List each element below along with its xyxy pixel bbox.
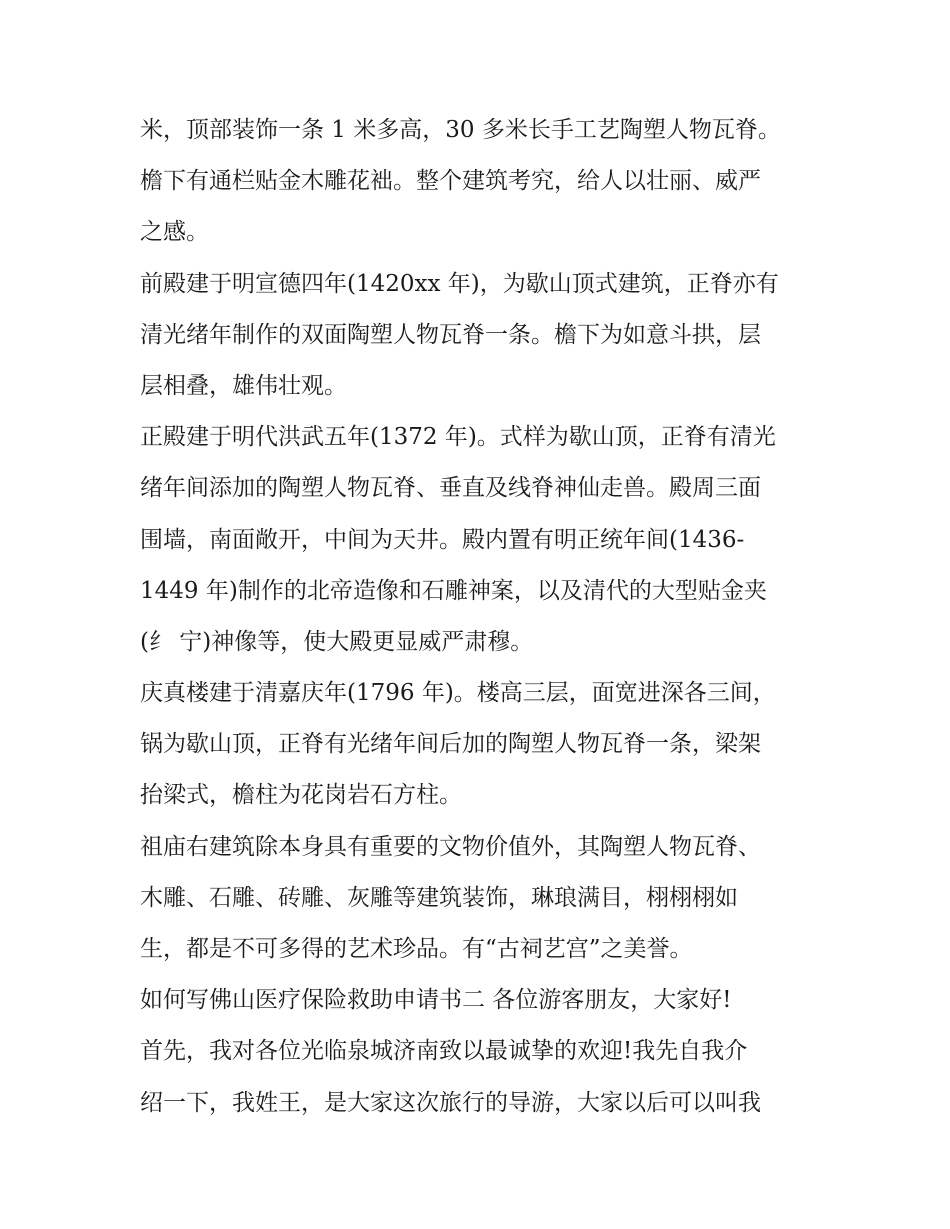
text-line: 木雕、石雕、砖雕、灰雕等建筑装饰，琳琅满目，栩栩栩如 (140, 884, 738, 911)
text-line: 绪年间添加的陶塑人物瓦脊、垂直及线脊神仙走兽。殿周三面 (140, 475, 761, 502)
text-line: 生，都是不可多得的艺术珍品。有“古祠艺宫”之美誉。 (140, 936, 693, 962)
document-body (140, 105, 820, 1129)
text-line: 之感。 (140, 219, 209, 246)
text-line: 抬梁式，檐柱为花岗岩石方柱。 (140, 782, 462, 809)
text-line: 米，顶部装饰一条 1 米多高，30 多米长手工艺陶塑人物瓦脊。 (140, 117, 781, 143)
text-line: 前殿建于明宣德四年(1420xx 年)，为歇山顶式建筑，正脊亦有 (140, 270, 779, 297)
text-line: (纟 宁)神像等，使大殿更显威严肃穆。 (140, 628, 534, 655)
text-line: 绍一下，我姓王，是大家这次旅行的导游，大家以后可以叫我 (140, 1089, 761, 1116)
text-line: 正殿建于明代洪武五年(1372 年)。式样为歇山顶，正脊有清光 (140, 424, 776, 451)
text-line: 1449 年)制作的北帝造像和石雕神案，以及清代的大型贴金夹 (140, 577, 767, 604)
text-line: 庆真楼建于清嘉庆年(1796 年)。楼高三层，面宽进深各三间， (140, 680, 776, 707)
text-line: 围墙，南面敞开，中间为天井。殿内置有明正统年间(1436- (140, 526, 745, 553)
text-line: 清光绪年制作的双面陶塑人物瓦脊一条。檐下为如意斗拱，层 (140, 321, 761, 348)
text-line: 祖庙右建筑除本身具有重要的文物价值外，其陶塑人物瓦脊、 (140, 833, 761, 860)
text-line: 首先，我对各位光临泉城济南致以最诚挚的欢迎!我先自我介 (140, 1038, 748, 1065)
text-line: 如何写佛山医疗保险救助申请书二 各位游客朋友，大家好! (140, 987, 732, 1014)
text-line: 锅为歇山顶，正脊有光绪年间后加的陶塑人物瓦脊一条，梁架 (140, 731, 761, 758)
text-line: 檐下有通栏贴金木雕花袦。整个建筑考究，给人以壮丽、威严 (140, 168, 761, 195)
text-line: 层相叠，雄伟壮观。 (140, 372, 347, 399)
